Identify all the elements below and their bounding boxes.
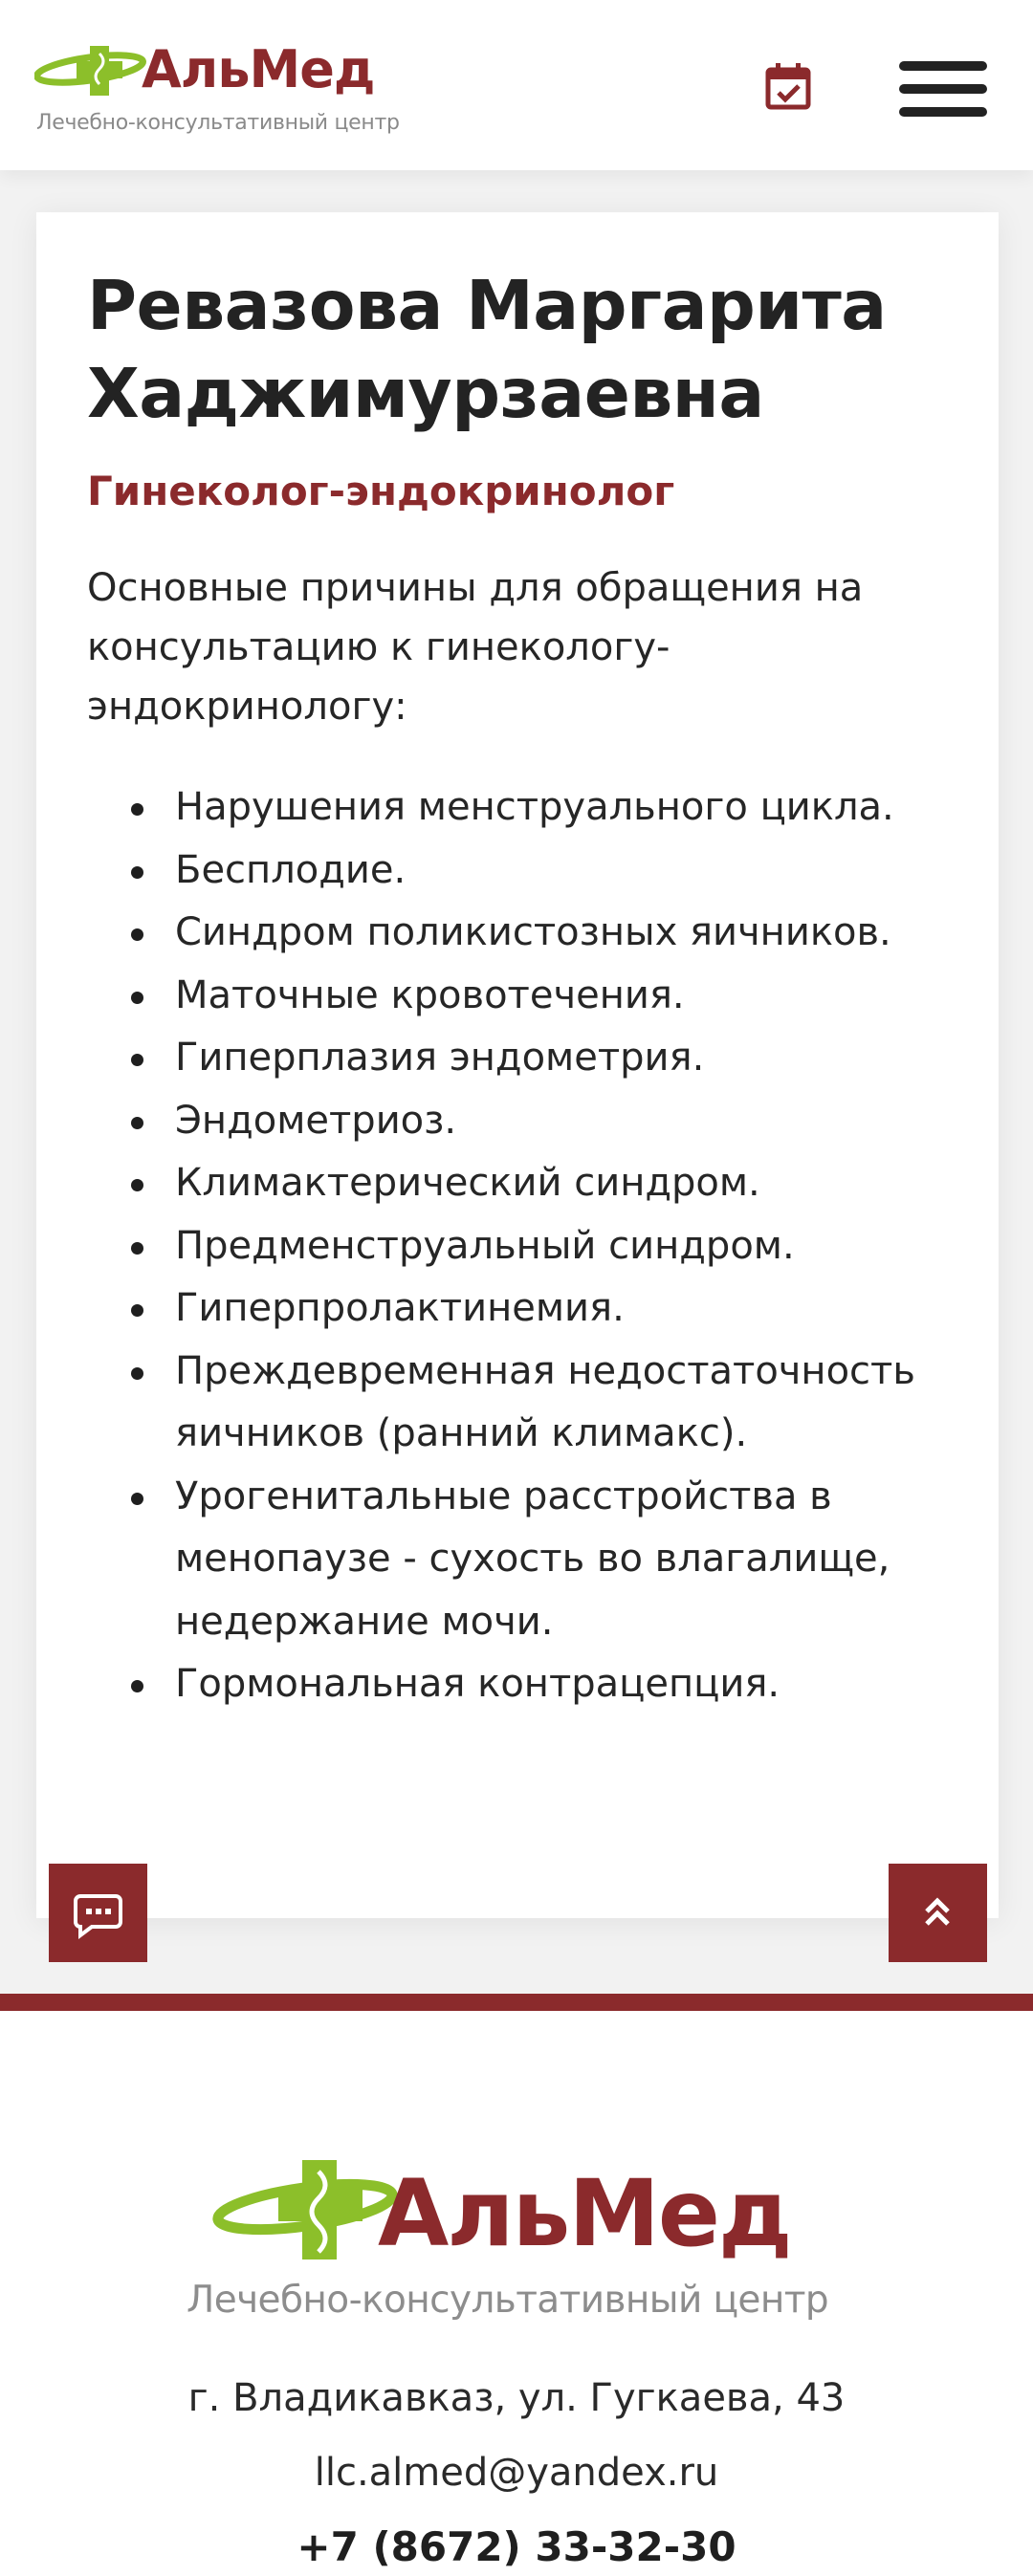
hamburger-menu-icon — [899, 61, 987, 71]
logo-name: АльМед — [142, 39, 375, 99]
list-item: Синдром поликистозных яичников. — [87, 902, 996, 965]
list-item: Гиперпролактинемия. — [87, 1277, 996, 1341]
footer-address: г. Владикавказ, ул. Гугкаева, 43 — [187, 2376, 846, 2420]
logo-mark-icon — [211, 2154, 403, 2269]
chat-bubble-icon — [49, 1864, 147, 1962]
list-item: Урогенитальные расстройства в менопаузе - сухость во влагалище, недержание мочи. — [87, 1466, 996, 1654]
logo-mark-icon — [34, 40, 149, 103]
reasons-list — [87, 776, 996, 1716]
hamburger-line — [899, 107, 987, 117]
hamburger-line — [899, 84, 987, 94]
list-item: Маточные кровотечения. — [87, 965, 996, 1028]
footer-logo[interactable] — [187, 2154, 856, 2336]
doctor-specialty: Гинеколог-эндокринолог — [87, 468, 675, 514]
logo-subtitle: Лечебно-консультативный центр — [36, 111, 400, 135]
appointment-calendar-button[interactable] — [763, 61, 813, 111]
site-footer — [0, 1994, 1033, 2576]
hamburger-menu-button[interactable] — [899, 61, 987, 117]
list-item: Климактерический синдром. — [87, 1152, 996, 1215]
footer-phone-link[interactable]: +7 (8672) 33-32-30 — [297, 2523, 736, 2570]
reasons-intro: Основные причины для обращения на консультацию к гинекологу-эндокринологу: — [87, 566, 864, 729]
scroll-to-top-button[interactable] — [889, 1864, 987, 1962]
logo-name: АльМед — [378, 2160, 791, 2267]
header-logo[interactable] — [34, 40, 407, 145]
list-item: Гиперплазия эндометрия. — [87, 1027, 996, 1090]
doctor-card — [36, 212, 999, 1918]
double-chevron-up-icon — [889, 1864, 987, 1962]
chat-button[interactable] — [49, 1864, 147, 1962]
footer-email-link[interactable]: llc.almed@yandex.ru — [314, 2451, 719, 2495]
list-item: Бесплодие. — [87, 840, 996, 903]
logo-subtitle: Лечебно-консультативный центр — [187, 2279, 829, 2322]
list-item: Преждевременная недостаточность яичников (ранний климакс). — [87, 1341, 996, 1466]
doctor-name: Ревазова Маргарита Хаджимурзаевна — [87, 266, 887, 433]
list-item: Гормональная контрацепция. — [87, 1653, 996, 1716]
list-item: Нарушения менструального цикла. — [87, 776, 996, 840]
list-item: Предменструальный синдром. — [87, 1215, 996, 1278]
site-header — [0, 0, 1033, 170]
list-item: Эндометриоз. — [87, 1090, 996, 1153]
calendar-check-icon — [763, 61, 813, 111]
